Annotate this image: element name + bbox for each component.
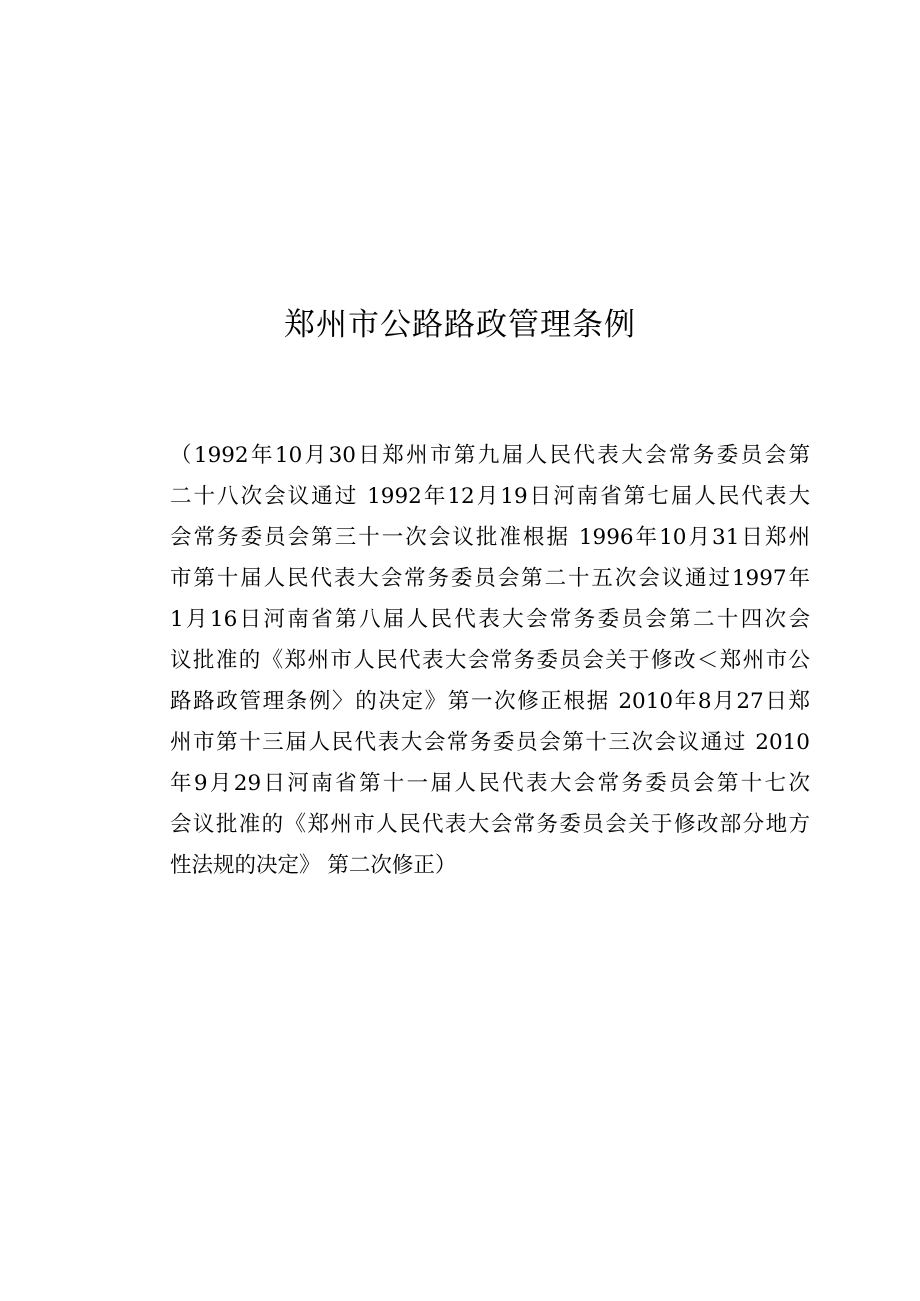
legislative-history-preamble [170, 441, 810, 892]
preamble-line: 会常务委员会第三十一次会议批准根据 1996年10月31日郑州 [170, 525, 810, 550]
preamble-line: 议批准的《郑州市人民代表大会常务委员会关于修改＜郑州市公 [170, 648, 810, 673]
preamble-line: 会议批准的《郑州市人民代表大会常务委员会关于修改部分地方 [170, 812, 810, 837]
preamble-line: 二十八次会议通过 1992年12月19日河南省第七届人民代表大 [170, 484, 810, 509]
preamble-line: 州市第十三届人民代表大会常务委员会第十三次会议通过 2010 [170, 730, 810, 755]
preamble-line: 性法规的决定》 第二次修正） [170, 853, 457, 878]
preamble-line: 市第十届人民代表大会常务委员会第二十五次会议通过1997年 [170, 566, 810, 591]
preamble-line: （1992年10月30日郑州市第九届人民代表大会常务委员会第 [170, 443, 810, 468]
preamble-line: 年9月29日河南省第十一届人民代表大会常务委员会第十七次 [170, 771, 810, 796]
preamble-line: 1月16日河南省第八届人民代表大会常务委员会第二十四次会 [170, 607, 810, 632]
document-title: 郑州市公路路政管理条例 [284, 307, 636, 343]
preamble-line: 路路政管理条例〉的决定》第一次修正根据 2010年8月27日郑 [170, 689, 810, 714]
